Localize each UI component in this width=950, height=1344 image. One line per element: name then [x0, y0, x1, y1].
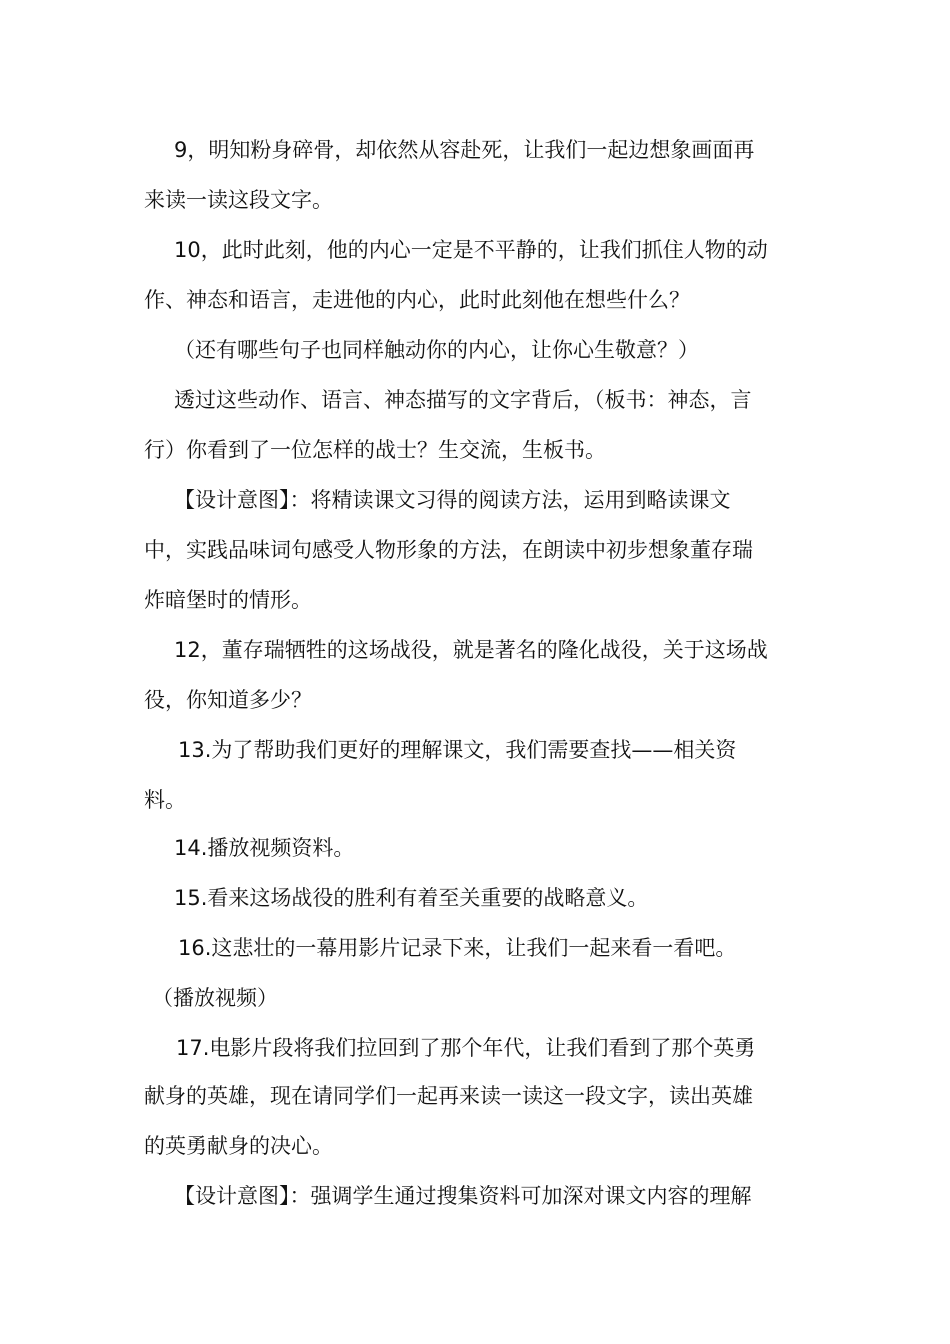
text-line-19: 17.电影片段将我们拉回到了那个年代，让我们看到了那个英勇 — [176, 1036, 756, 1060]
text-line-11: 12，董存瑞牺牲的这场战役，就是著名的隆化战役，关于这场战 — [174, 638, 768, 662]
text-line-15: 14.播放视频资料。 — [174, 836, 355, 860]
text-line-22: 【设计意图】：强调学生通过搜集资料可加深对课文内容的理解 — [174, 1184, 752, 1208]
text-line-21: 的英勇献身的决心。 — [144, 1134, 333, 1158]
text-line-12: 役，你知道多少？ — [144, 688, 312, 712]
text-line-3: 10，此时此刻，他的内心一定是不平静的，让我们抓住人物的动 — [174, 238, 768, 262]
text-line-8: 【设计意图】：将精读课文习得的阅读方法，运用到略读课文 — [174, 488, 731, 512]
text-line-4: 作、神态和语言，走进他的内心，此时此刻他在想些什么？ — [144, 288, 690, 312]
text-line-14: 料。 — [144, 788, 186, 812]
text-line-18: （播放视频） — [152, 986, 278, 1010]
text-line-9: 中，实践品味词句感受人物形象的方法，在朗读中初步想象董存瑞 — [144, 538, 753, 562]
text-line-6: 透过这些动作、语言、神态描写的文字背后，（板书：神态，言 — [174, 388, 752, 412]
text-line-17: 16.这悲壮的一幕用影片记录下来，让我们一起来看一看吧。 — [178, 936, 737, 960]
text-line-13: 13.为了帮助我们更好的理解课文，我们需要查找——相关资 — [178, 738, 737, 762]
text-line-20: 献身的英雄，现在请同学们一起再来读一读这一段文字，读出英雄 — [144, 1084, 753, 1108]
text-line-2: 来读一读这段文字。 — [144, 188, 333, 212]
text-line-10: 炸暗堡时的情形。 — [144, 588, 312, 612]
text-line-5: （还有哪些句子也同样触动你的内心，让你心生敬意？） — [174, 338, 699, 362]
text-line-16: 15.看来这场战役的胜利有着至关重要的战略意义。 — [174, 886, 649, 910]
text-line-1: 9，明知粉身碎骨，却依然从容赴死，让我们一起边想象画面再 — [174, 138, 755, 162]
text-line-7: 行）你看到了一位怎样的战士？生交流，生板书。 — [144, 438, 606, 462]
